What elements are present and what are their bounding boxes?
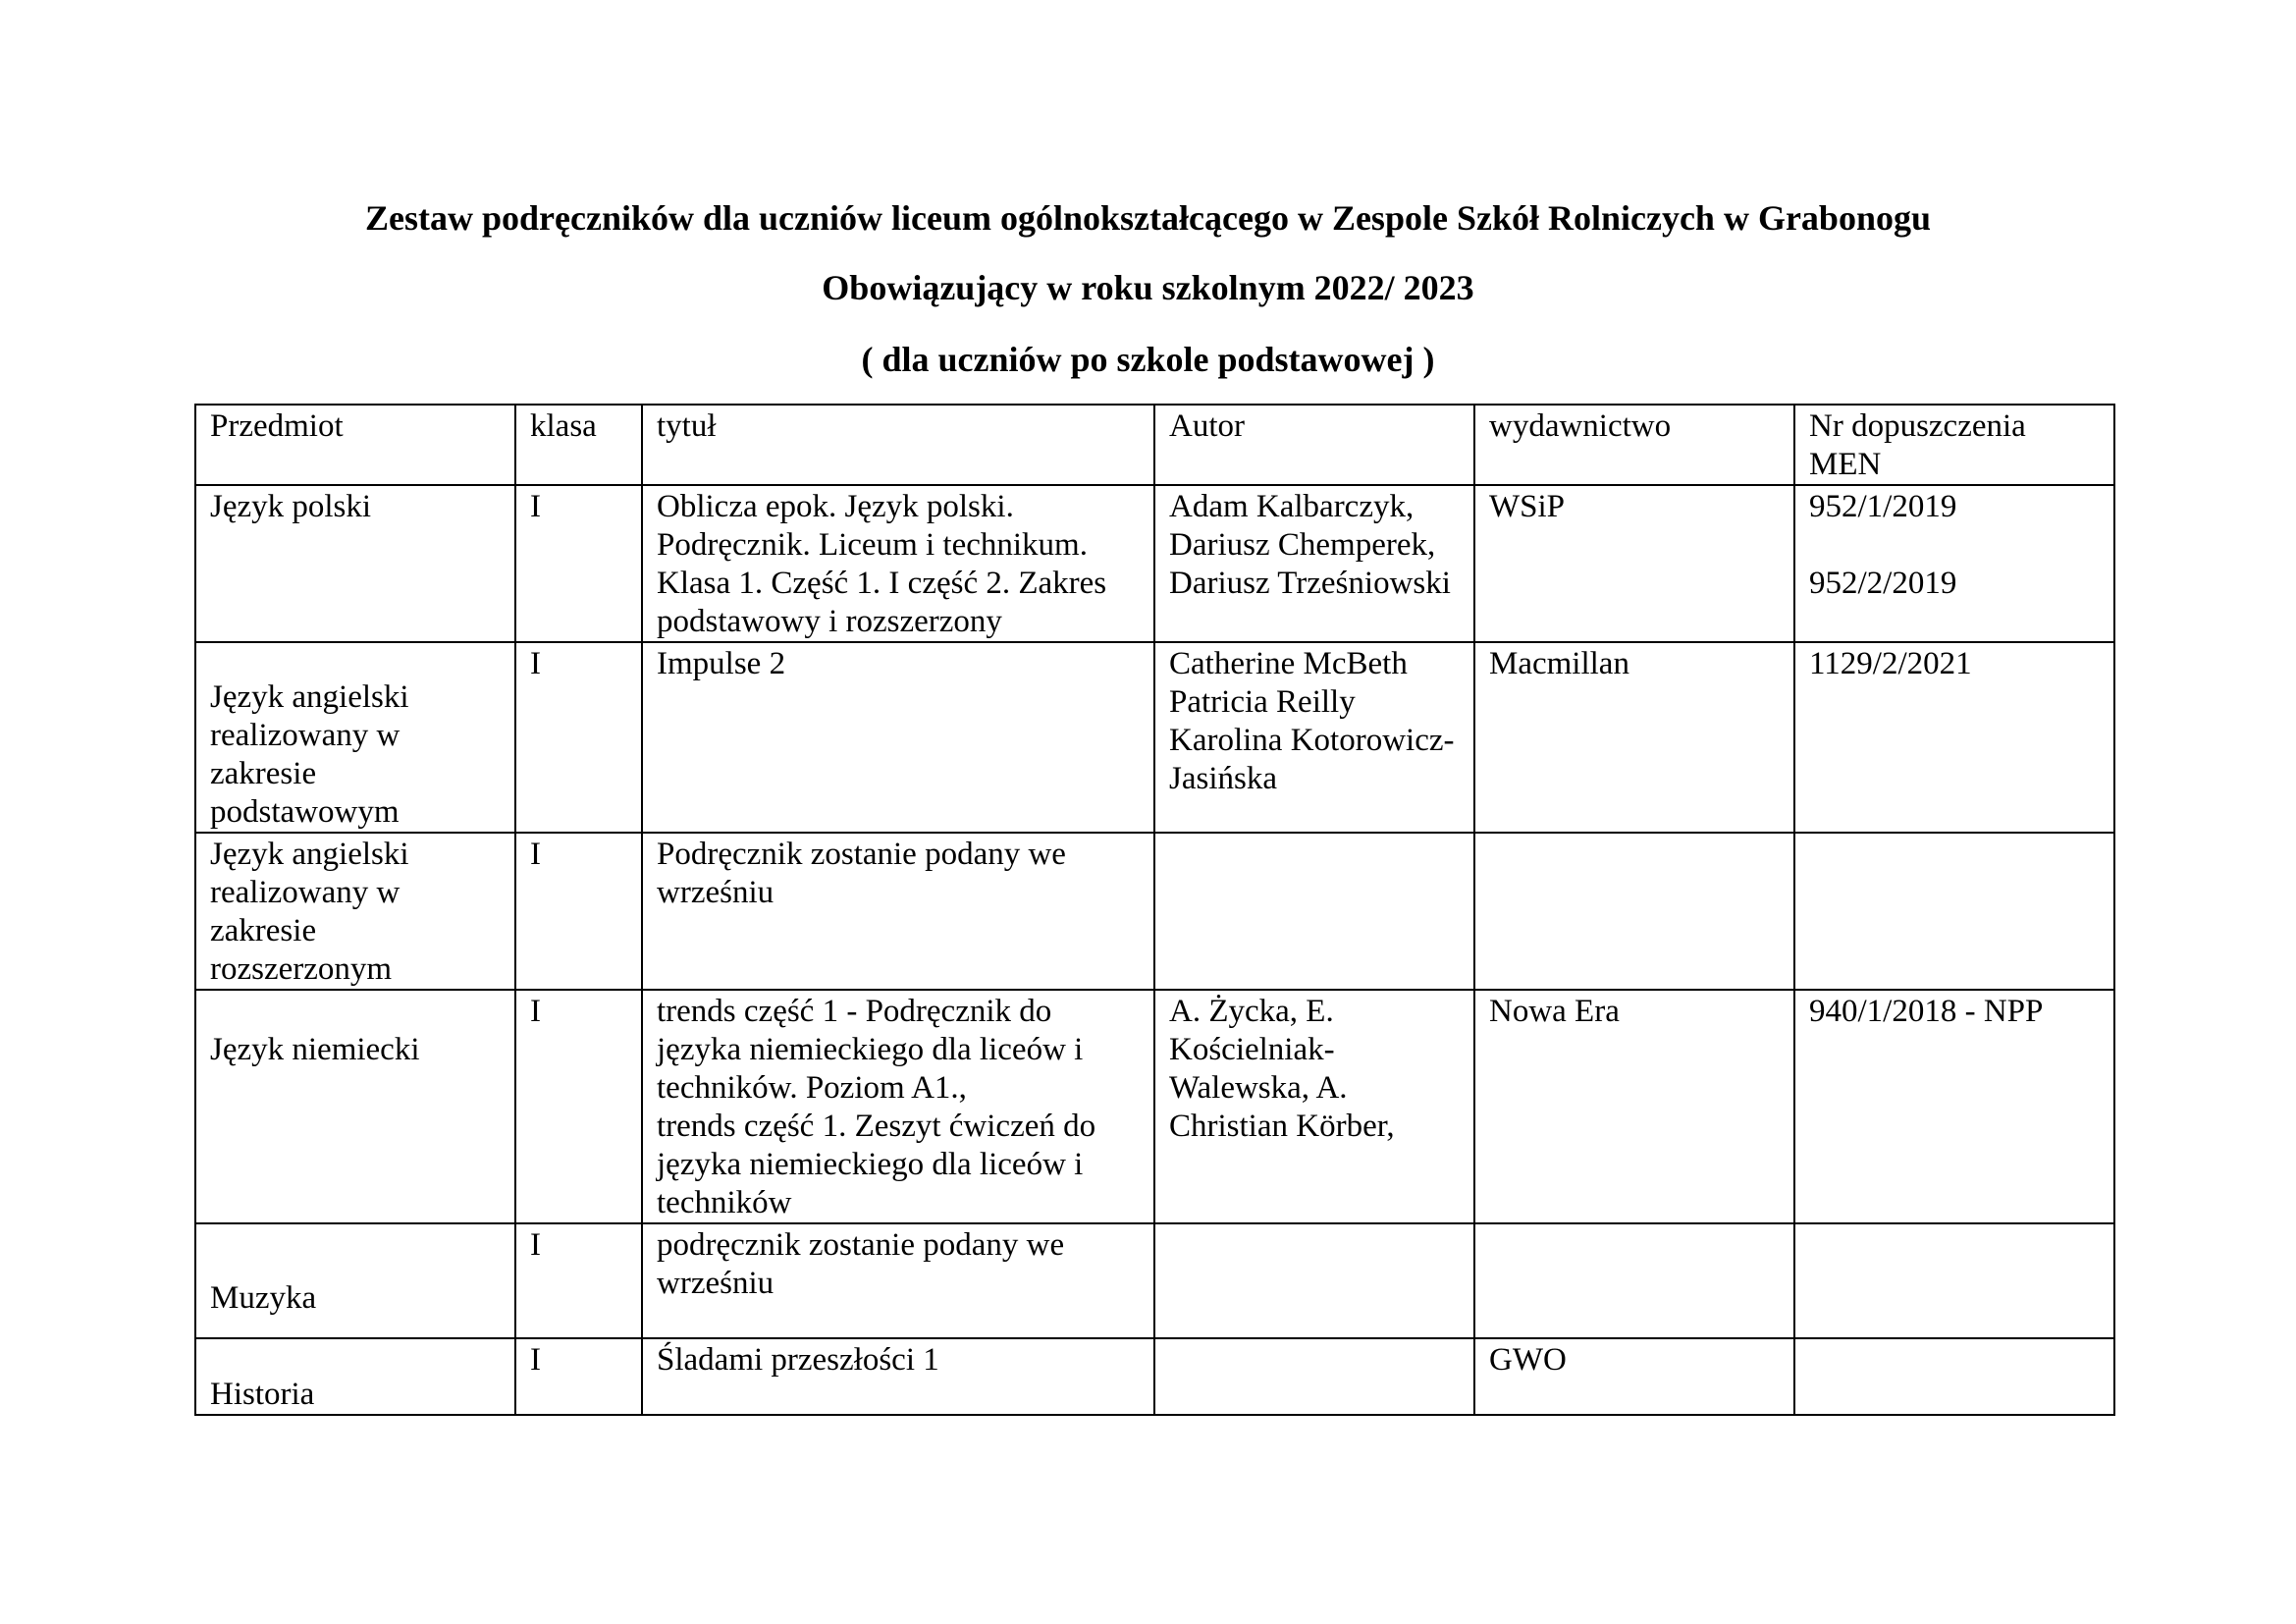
title-cell: trends część 1 - Podręcznik do języka niemieckiego dla liceów i techników. Poziom A1., trends część 1. Zeszyt ćwiczeń do języka niemieckiego dla liceów i techników bbox=[642, 990, 1154, 1223]
subject-cell: Język niemiecki bbox=[195, 990, 515, 1223]
header-grade: klasa bbox=[515, 405, 642, 485]
author-cell: Adam Kalbarczyk, Dariusz Chemperek, Dariusz Trześniowski bbox=[1154, 485, 1474, 642]
subject-cell: Język angielski realizowany w zakresie podstawowym bbox=[195, 642, 515, 833]
header-title: tytuł bbox=[642, 405, 1154, 485]
publisher-cell: GWO bbox=[1474, 1338, 1794, 1415]
subject-cell: Historia bbox=[195, 1338, 515, 1415]
publisher-cell: WSiP bbox=[1474, 485, 1794, 642]
grade-cell: I bbox=[515, 1338, 642, 1415]
table-header-row bbox=[195, 405, 2114, 485]
table-row bbox=[195, 833, 2114, 990]
subject-cell: Język polski bbox=[195, 485, 515, 642]
grade-cell: I bbox=[515, 642, 642, 833]
publisher-cell bbox=[1474, 833, 1794, 990]
publisher-cell: Nowa Era bbox=[1474, 990, 1794, 1223]
school-year-subtitle: Obowiązujący w roku szkolnym 2022/ 2023 bbox=[822, 268, 1474, 307]
author-cell bbox=[1154, 833, 1474, 990]
publisher-cell bbox=[1474, 1223, 1794, 1338]
title-cell: Impulse 2 bbox=[642, 642, 1154, 833]
table-row bbox=[195, 1223, 2114, 1338]
approval-cell: 1129/2/2021 bbox=[1794, 642, 2114, 833]
grade-cell: I bbox=[515, 833, 642, 990]
subject-cell: Język angielski realizowany w zakresie rozszerzonym bbox=[195, 833, 515, 990]
table-row bbox=[195, 990, 2114, 1223]
author-cell bbox=[1154, 1223, 1474, 1338]
approval-cell: 952/1/2019 952/2/2019 bbox=[1794, 485, 2114, 642]
publisher-cell: Macmillan bbox=[1474, 642, 1794, 833]
author-cell bbox=[1154, 1338, 1474, 1415]
approval-cell: 940/1/2018 - NPP bbox=[1794, 990, 2114, 1223]
table-row bbox=[195, 642, 2114, 833]
header-publisher: wydawnictwo bbox=[1474, 405, 1794, 485]
approval-cell bbox=[1794, 1223, 2114, 1338]
document-title: Zestaw podręczników dla uczniów liceum ogólnokształcącego w Zespole Szkół Rolniczych w Grabonogu bbox=[365, 198, 1931, 238]
header-subject: Przedmiot bbox=[195, 405, 515, 485]
author-cell: Catherine McBeth Patricia Reilly Karolina Kotorowicz- Jasińska bbox=[1154, 642, 1474, 833]
author-cell: A. Życka, E. Kościelniak- Walewska, A. Christian Körber, bbox=[1154, 990, 1474, 1223]
header-approval-number: Nr dopuszczenia MEN bbox=[1794, 405, 2114, 485]
approval-cell bbox=[1794, 833, 2114, 990]
title-cell: podręcznik zostanie podany we wrześniu bbox=[642, 1223, 1154, 1338]
title-cell: Oblicza epok. Język polski. Podręcznik. Liceum i technikum. Klasa 1. Część 1. I część 2. Zakres podstawowy i rozszerzony bbox=[642, 485, 1154, 642]
table-row bbox=[195, 485, 2114, 642]
title-cell: Podręcznik zostanie podany we wrześniu bbox=[642, 833, 1154, 990]
title-cell: Śladami przeszłości 1 bbox=[642, 1338, 1154, 1415]
header-author: Autor bbox=[1154, 405, 1474, 485]
subject-cell: Muzyka bbox=[195, 1223, 515, 1338]
table-row bbox=[195, 1338, 2114, 1415]
grade-cell: I bbox=[515, 1223, 642, 1338]
textbook-table bbox=[194, 404, 2115, 1416]
audience-subtitle: ( dla uczniów po szkole podstawowej ) bbox=[861, 340, 1435, 379]
approval-cell bbox=[1794, 1338, 2114, 1415]
grade-cell: I bbox=[515, 990, 642, 1223]
grade-cell: I bbox=[515, 485, 642, 642]
